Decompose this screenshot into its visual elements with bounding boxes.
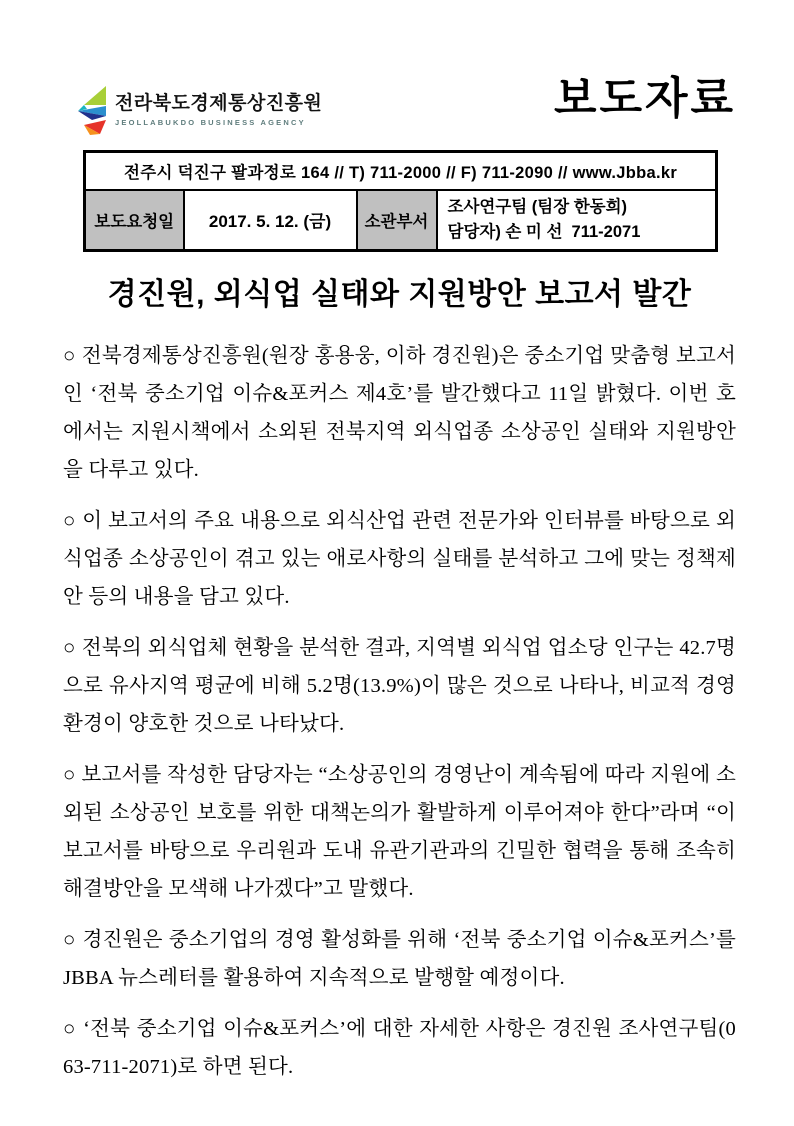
- org-name-korean: 전라북도경제통상진흥원: [115, 93, 323, 115]
- request-date-value: 2017. 5. 12. (금): [184, 190, 357, 251]
- contact-info-table: [83, 150, 718, 252]
- org-logo: [77, 85, 322, 136]
- paragraph-4: ○ 보고서를 작성한 담당자는 “소상공인의 경영난이 계속됨에 따라 지원에 소외된 소상공인 보호를 위한 대책논의가 활발하게 이루어져야 한다”라며 “이 보고서를 바탕으로 우리원과 도내 유관기관과의 긴밀한 협력을 통해 조속히 해결방안을 모색해 나가겠다”고 말했다.: [63, 763, 736, 900]
- address-row: [85, 152, 717, 190]
- paragraph-1: ○ 전북경제통상진흥원(원장 홍용웅, 이하 경진원)은 중소기업 맞춤형 보고서인 ‘전북 중소기업 이슈&포커스 제4호’를 발간했다고 11일 밝혔다. 이번 호에서는 지원시책에서 소외된 전북지역 외식업종 소상공인 실태와 지원방안을 다루고 있다.: [63, 344, 736, 481]
- org-logo-icon: [77, 85, 108, 136]
- paragraph-3: ○ 전북의 외식업체 현황을 분석한 결과, 지역별 외식업 업소당 인구는 42.7명으로 유사지역 평균에 비해 5.2명(13.9%)이 많은 것으로 나타나, 비교적 경영환경이 양호한 것으로 나타났다.: [63, 636, 736, 735]
- department-value: [437, 190, 717, 251]
- department-team: 조사연구팀 (팀장 한동희): [447, 197, 628, 216]
- doc-type-title: 보도자료: [553, 74, 736, 123]
- paragraph-6: ○ ‘전북 중소기업 이슈&포커스’에 대한 자세한 사항은 경진원 조사연구팀(063-711-2071)로 하면 된다.: [63, 1017, 736, 1078]
- page-title: 경진원, 외식업 실태와 지원방안 보고서 발간: [107, 277, 692, 311]
- org-logo-text: [115, 94, 322, 127]
- paragraph-5: ○ 경진원은 중소기업의 경영 활성화를 위해 ‘전북 중소기업 이슈&포커스’를 JBBA 뉴스레터를 활용하여 지속적으로 발행할 예정이다.: [63, 928, 736, 989]
- department-contact: 담당자) 손 미 선 711-2071: [447, 222, 641, 241]
- masthead: [63, 75, 736, 136]
- department-label: 소관부서: [357, 190, 437, 251]
- meta-row: [85, 190, 717, 251]
- press-release-body: [63, 337, 736, 1086]
- paragraph-2: ○ 이 보고서의 주요 내용으로 외식산업 관련 전문가와 인터뷰를 바탕으로 외식업종 소상공인이 겪고 있는 애로사항의 실태를 분석하고 그에 맞는 정책제안 등의 내용을 담고 있다.: [63, 509, 736, 608]
- request-date-label: 보도요청일: [85, 190, 184, 251]
- address-line: 전주시 덕진구 팔과정로 164 // T) 711-2000 // F) 711-2090 // www.Jbba.kr: [85, 152, 717, 190]
- org-name-english: JEOLLABUKDO BUSINESS AGENCY: [115, 117, 306, 127]
